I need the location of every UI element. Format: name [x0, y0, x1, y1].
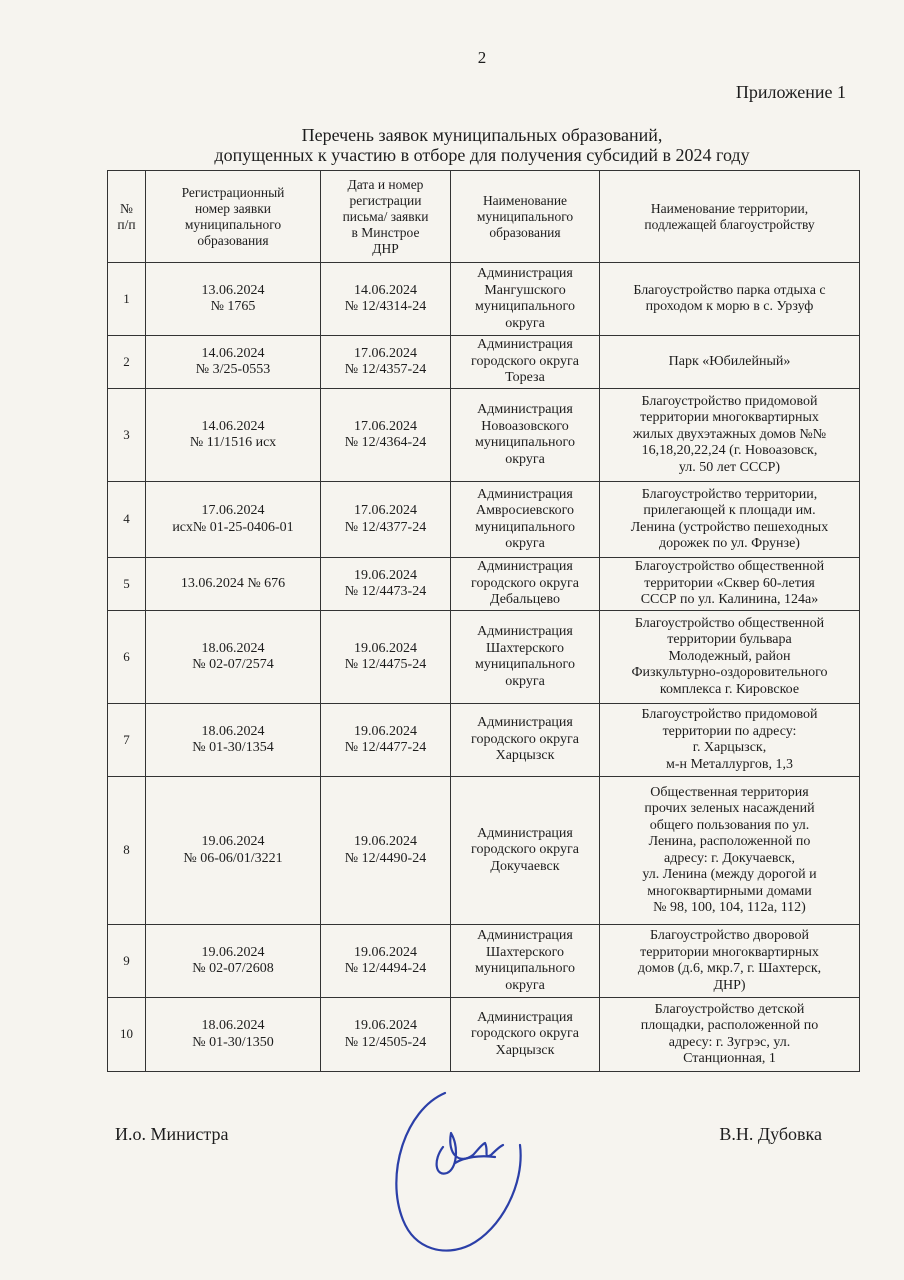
signatory-name: В.Н. Дубовка: [719, 1124, 822, 1144]
table-row: [108, 925, 860, 998]
table-header-row: [108, 171, 860, 263]
letter-date-number: 19.06.2024 № 12/4473-24: [321, 558, 451, 611]
title-line-1: Перечень заявок муниципальных образований,: [301, 125, 663, 145]
letter-date-number: 17.06.2024 № 12/4357-24: [321, 336, 451, 389]
letter-date-number: 19.06.2024 № 12/4475-24: [321, 611, 451, 704]
table-row: [108, 998, 860, 1072]
row-number: 5: [108, 558, 146, 611]
title-line-2: допущенных к участию в отборе для получения субсидий в 2024 году: [214, 145, 750, 165]
registration-number: 19.06.2024 № 06-06/01/3221: [146, 777, 321, 925]
header-letter-date: Дата и номер регистрации письма/ заявки в Минстрое ДНР: [321, 171, 451, 263]
row-number: 1: [108, 263, 146, 336]
territory-name: Благоустройство общественной территории «Сквер 60-летия СССР по ул. Калинина, 124а»: [600, 558, 860, 611]
table-row: [108, 558, 860, 611]
row-number: 4: [108, 482, 146, 558]
letter-date-number: 19.06.2024 № 12/4494-24: [321, 925, 451, 998]
registration-number: 17.06.2024 исх№ 01-25-0406-01: [146, 482, 321, 558]
table-row: [108, 389, 860, 482]
municipality-name: Администрация Мангушского муниципального округа: [451, 263, 600, 336]
territory-name: Общественная территория прочих зеленых насаждений общего пользования по ул. Ленина, расположенной по адресу: г. Докучаевск, ул. Ленина (между дорогой и многоквартирными домами № 98, 100, 104, 112а, 112): [600, 777, 860, 925]
document-title: [108, 125, 856, 165]
registration-number: 13.06.2024 № 1765: [146, 263, 321, 336]
letter-date-number: 19.06.2024 № 12/4477-24: [321, 704, 451, 777]
row-number: 10: [108, 998, 146, 1072]
registration-number: 14.06.2024 № 11/1516 исх: [146, 389, 321, 482]
territory-name: Парк «Юбилейный»: [600, 336, 860, 389]
page-number: 2: [477, 48, 487, 67]
table-row: [108, 263, 860, 336]
header-number: № п/п: [108, 171, 146, 263]
registration-number: 18.06.2024 № 01-30/1350: [146, 998, 321, 1072]
territory-name: Благоустройство общественной территории бульвара Молодежный, район Физкультурно-оздоровительного комплекса г. Кировское: [600, 611, 860, 704]
municipality-name: Администрация городского округа Тореза: [451, 336, 600, 389]
header-territory: Наименование территории, подлежащей благоустройству: [600, 171, 860, 263]
territory-name: Благоустройство территории, прилегающей к площади им. Ленина (устройство пешеходных дорожек по ул. Фрунзе): [600, 482, 860, 558]
municipality-name: Администрация Шахтерского муниципального округа: [451, 611, 600, 704]
territory-name: Благоустройство парка отдыха с проходом к морю в с. Урзуф: [600, 263, 860, 336]
appendix-label: Приложение 1: [735, 82, 846, 102]
signature-icon: [385, 1085, 535, 1260]
registration-number: 19.06.2024 № 02-07/2608: [146, 925, 321, 998]
territory-name: Благоустройство детской площадки, расположенной по адресу: г. Зугрэс, ул. Станционная, 1: [600, 998, 860, 1072]
registration-number: 14.06.2024 № 3/25-0553: [146, 336, 321, 389]
municipality-name: Администрация городского округа Дебальцево: [451, 558, 600, 611]
registration-number: 18.06.2024 № 01-30/1354: [146, 704, 321, 777]
municipality-name: Администрация городского округа Харцызск: [451, 998, 600, 1072]
territory-name: Благоустройство придомовой территории по адресу: г. Харцызск, м-н Металлургов, 1,3: [600, 704, 860, 777]
row-number: 6: [108, 611, 146, 704]
table-row: [108, 482, 860, 558]
signatory-title: И.о. Министра: [115, 1124, 229, 1144]
letter-date-number: 17.06.2024 № 12/4377-24: [321, 482, 451, 558]
row-number: 7: [108, 704, 146, 777]
letter-date-number: 19.06.2024 № 12/4505-24: [321, 998, 451, 1072]
table-row: [108, 611, 860, 704]
header-municipality: Наименование муниципального образования: [451, 171, 600, 263]
municipality-name: Администрация Амвросиевского муниципального округа: [451, 482, 600, 558]
row-number: 8: [108, 777, 146, 925]
table-row: [108, 704, 860, 777]
table-row: [108, 336, 860, 389]
letter-date-number: 19.06.2024 № 12/4490-24: [321, 777, 451, 925]
row-number: 2: [108, 336, 146, 389]
applications-table: [107, 170, 860, 1072]
municipality-name: Администрация Новоазовского муниципального округа: [451, 389, 600, 482]
municipality-name: Администрация городского округа Докучаевск: [451, 777, 600, 925]
territory-name: Благоустройство придомовой территории многоквартирных жилых двухэтажных домов №№ 16,18,20,22,24 (г. Новоазовск, ул. 50 лет СССР): [600, 389, 860, 482]
territory-name: Благоустройство дворовой территории многоквартирных домов (д.6, мкр.7, г. Шахтерск, ДНР): [600, 925, 860, 998]
municipality-name: Администрация городского округа Харцызск: [451, 704, 600, 777]
registration-number: 18.06.2024 № 02-07/2574: [146, 611, 321, 704]
letter-date-number: 17.06.2024 № 12/4364-24: [321, 389, 451, 482]
registration-number: 13.06.2024 № 676: [146, 558, 321, 611]
row-number: 9: [108, 925, 146, 998]
row-number: 3: [108, 389, 146, 482]
letter-date-number: 14.06.2024 № 12/4314-24: [321, 263, 451, 336]
header-registration-number: Регистрационный номер заявки муниципального образования: [146, 171, 321, 263]
table-row: [108, 777, 860, 925]
municipality-name: Администрация Шахтерского муниципального округа: [451, 925, 600, 998]
